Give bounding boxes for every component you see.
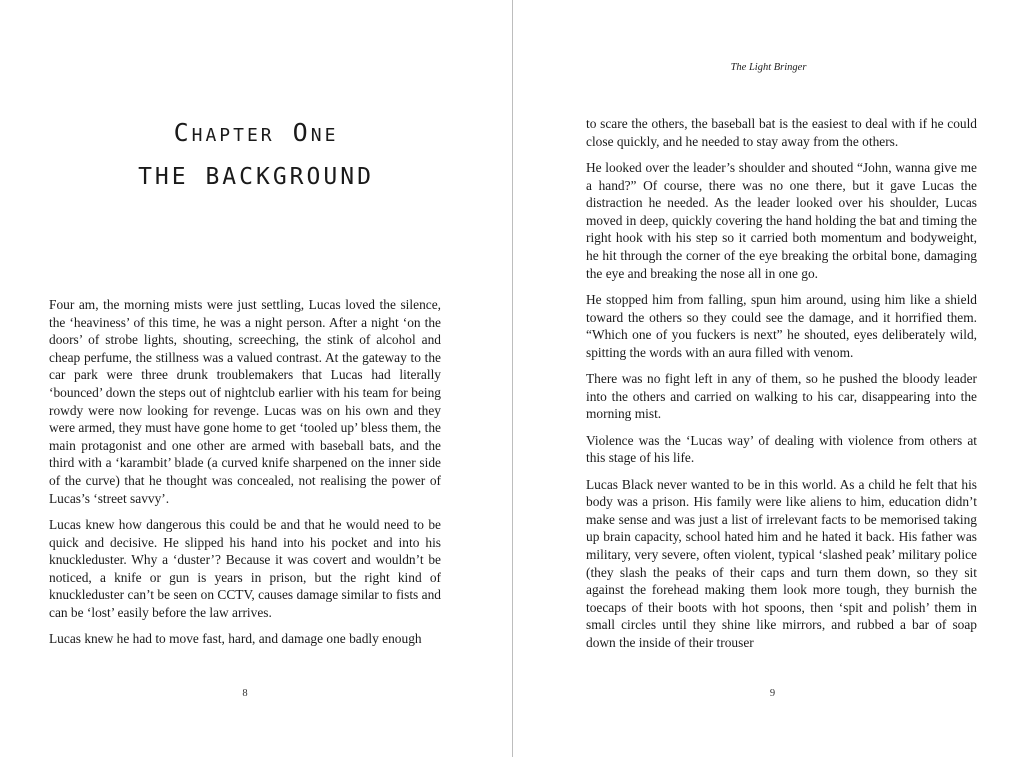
paragraph: Lucas knew how dangerous this could be and that he would need to be quick and decisive. He slipped his hand into his pocket and into his knuckleduster. Why a ‘duster’? Because it was covert and wouldn’t be noticed, a knife or gun is years in prison, but the right kind of knuckleduster can’t be seen on CCTV, causes damage similar to fists and can be ‘lost’ easily before the law arrives.	[49, 516, 441, 620]
paragraph: Lucas Black never wanted to be in this world. As a child he felt that his body was a prison. His family were like aliens to him, education didn’t make sense and was just a list of irrelevant facts to be memorised taking up brain capacity, school hated him and he hated it back. His father was military, very severe, often violent, typical ‘slashed peak’ military police (they slash the peaks of their caps and turn them down, so they sit against the forehead making them look more tough, they burnish the toecaps of their boots with hot spoons, then ‘spit and polish’ them in small circles until they shine like mirrors, and rubbed a bar of soap down the inside of their trouser	[586, 476, 977, 651]
paragraph: Four am, the morning mists were just settling, Lucas loved the silence, the ‘heaviness’ of this time, he was a night person. After a night ‘on the doors’ of strobe lights, shouting, screeching, the stink of alcohol and cheap perfume, the stillness was a valued contrast. At the gateway to the car park were three drunk troublemakers that Lucas had literally ‘bounced’ down the steps out of nightclub earlier with his team for being rowdy were now looking for revenge. Lucas was on his own and they were armed, they must have gone home to get ‘tooled up’ bless them, the main protagonist and one other are armed with baseball bats, and the third with a ‘karambit’ blade (a curved knife sharpened on the inner side of the curve) that he thought was concealed, not realising the power of Lucas’s ‘street savvy’.	[49, 297, 441, 506]
right-page	[513, 0, 1024, 757]
paragraph: Lucas knew he had to move fast, hard, and damage one badly enough	[49, 631, 422, 647]
chapter-number: Chapter One	[173, 118, 339, 147]
paragraph: He looked over the leader’s shoulder and shouted “John, wanna give me a hand?” Of course, there was no one there, but it gave Lucas the distraction he needed. As the leader looked over his shoulder, Lucas moved in deep, quickly covering the hand holding the bat and timing the right hook with his step so it carried both momentum and bodyweight, he hit through the corner of the eye breaking the orbital bone, damaging the eye and breaking the nose all in one go.	[586, 159, 977, 281]
page-number-left: 8	[242, 688, 248, 699]
left-page-body	[49, 296, 441, 657]
paragraph: There was no fight left in any of them, so he pushed the bloody leader into the others and carried on walking to his car, disappearing into the morning mist.	[586, 371, 977, 422]
right-page-body	[586, 115, 977, 660]
paragraph: Violence was the ‘Lucas way’ of dealing with violence from others at this stage of his life.	[586, 432, 977, 466]
chapter-title: THE BACKGROUND	[138, 164, 374, 190]
running-head: The Light Bringer	[730, 62, 807, 73]
page-number-right: 9	[769, 688, 776, 699]
paragraph: to scare the others, the baseball bat is the easiest to deal with if he could close quickly, and he needed to stay away from the others.	[586, 116, 977, 149]
paragraph: He stopped him from falling, spun him around, using him like a shield toward the others so they could see the damage, and it horrified them. “Which one of you fuckers is next” he shouted, eyes deliberately wild, spitting the words with an aura filled with venom.	[586, 291, 977, 360]
